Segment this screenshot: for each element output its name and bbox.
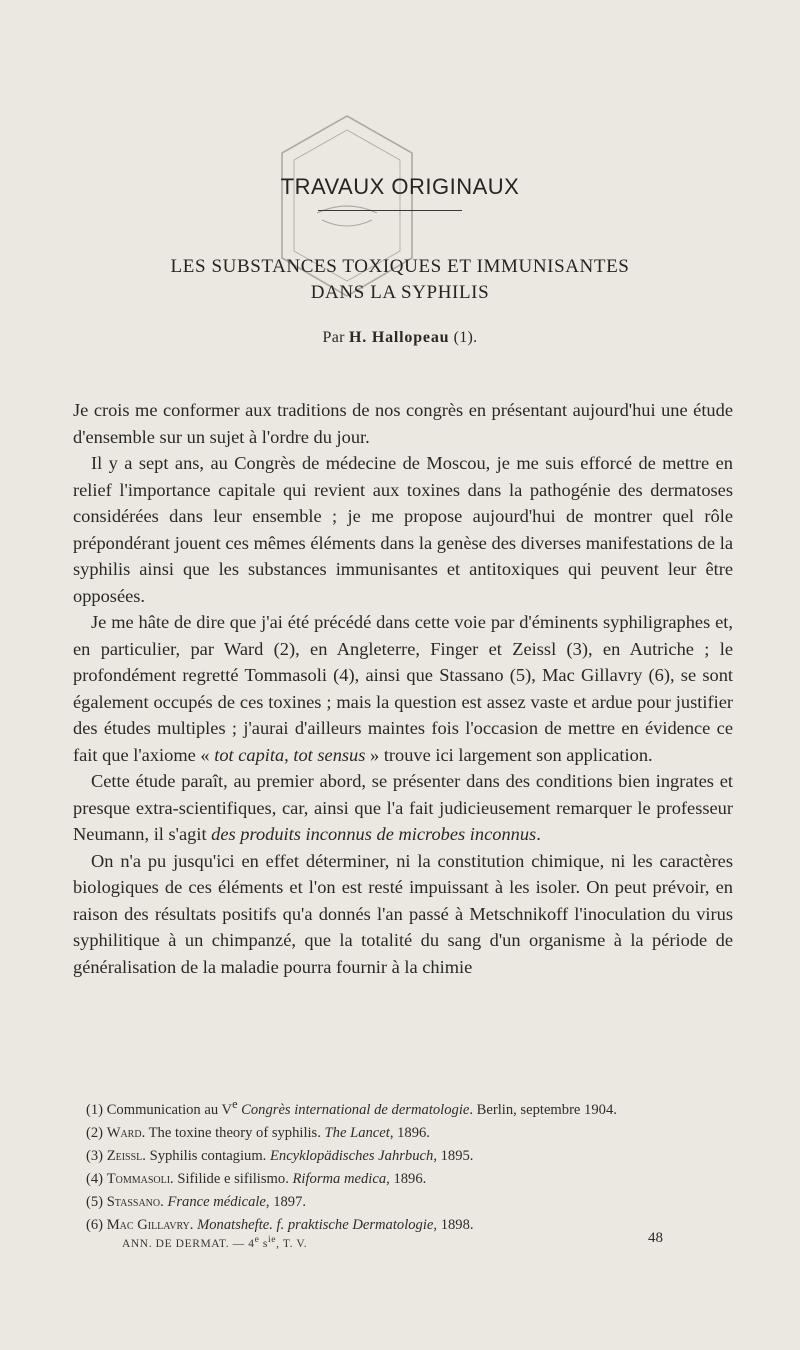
byline	[0, 329, 800, 347]
footnote: (6) Mac Gillavry. Monatshefte. f. praktische Dermatologie, 1898.	[86, 1216, 474, 1233]
footnote: (5) Stassano. France médicale, 1897.	[86, 1193, 307, 1210]
article-title-line2: DANS LA SYPHILIS	[310, 282, 490, 303]
paragraph: Cette étude paraît, au premier abord, se présenter dans des conditions bien ingrates et presque extra-scientifiques, car, ainsi que l'a fait judicieusement remarquer le professeur Neumann, il s'agit des produits inconnus de microbes inconnus.	[73, 771, 733, 844]
footnote: (2) Ward. The toxine theory of syphilis. The Lancet, 1896.	[86, 1124, 430, 1141]
author-name: H. Hallopeau	[349, 329, 450, 346]
footnote: (3) Zeissl. Syphilis contagium. Encyklopädisches Jahrbuch, 1895.	[86, 1147, 474, 1164]
paragraph: Il y a sept ans, au Congrès de médecine de Moscou, je me suis efforcé de mettre en relief l'importance capitale qui revient aux toxines dans la pathogénie des dermatoses considérées dans leur ensemble ; je me propose aujourd'hui de montrer quel rôle prépondérant jouent ces mêmes éléments dans la genèse des diverses manifestations de la syphilis ainsi que les substances immunisantes et antitoxiques qui peuvent leur être opposées.	[73, 453, 733, 606]
footnotes	[86, 1093, 736, 1237]
title-divider	[318, 210, 462, 211]
section-title: TRAVAUX ORIGINAUX	[280, 174, 520, 199]
paragraph: On n'a pu jusqu'ici en effet déterminer, ni la constitution chimique, ni les caractères biologiques de ces éléments et l'on est resté impuissant à les isoler. On peut prévoir, en raison des résultats positifs qu'a donnés l'an passé à Metschnikoff l'inoculation du virus syphilitique à un chimpanzé, que la totalité du sang d'un organisme à la période de généralisation de la maladie pourra fournir à la chimie	[73, 850, 733, 977]
byline-prefix: Par	[322, 329, 345, 346]
latin-axiom: tot capita, tot sensus	[214, 744, 366, 765]
page-number: 48	[648, 1230, 663, 1246]
paragraph: Je crois me conformer aux traditions de nos congrès en présentant aujourd'hui une étude d'ensemble sur un sujet à l'ordre du jour.	[73, 400, 733, 447]
author-note-ref: (1).	[449, 329, 478, 346]
paragraph: Je me hâte de dire que j'ai été précédé dans cette voie par d'éminents syphiligraphes et, en particulier, par Ward (2), en Angleterre, Finger et Zeissl (3), en Autriche ; le profondément regretté Tommasoli (4), ainsi que Stassano (5), Mac Gillavry (6), se sont également occupés de ces toxines ; mais la question est assez vaste et ardue pour justifier des études multiples ; j'aurai d'ailleurs maintes fois l'occasion de mettre en évidence ce fait que l'axiome « tot capita, tot sensus » trouve ici largement son application.	[73, 612, 733, 765]
running-footer: ANN. DE DERMAT. — 4e $s^{ie}$, T. V.	[122, 1234, 308, 1250]
quoted-phrase: des produits inconnus de microbes inconnus	[211, 824, 537, 844]
article-body	[73, 397, 733, 980]
footnote: (1) Communication au Ve Congrès international de dermatologie. Berlin, septembre 1904.	[86, 1097, 617, 1118]
article-title-line1: LES SUBSTANCES TOXIQUES ET IMMUNISANTES	[170, 256, 630, 277]
footnote: (4) Tommasoli. Sifilide e sifilismo. Riforma medica, 1896.	[86, 1170, 427, 1187]
